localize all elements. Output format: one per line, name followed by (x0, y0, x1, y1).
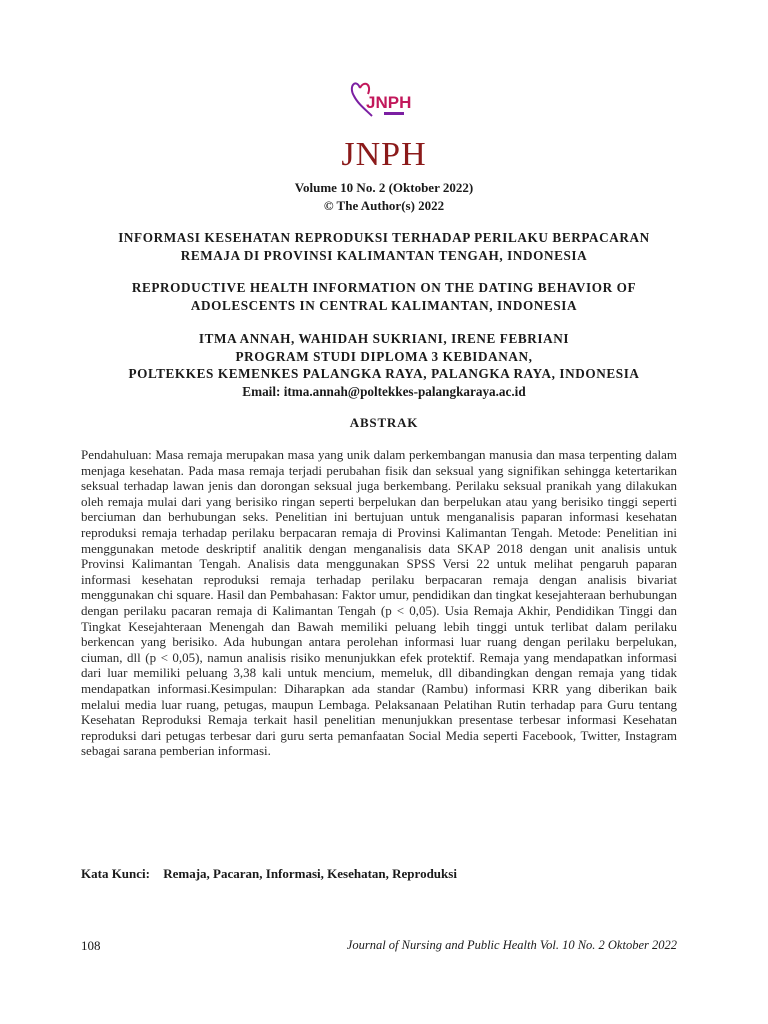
volume-info: Volume 10 No. 2 (Oktober 2022) (294, 180, 474, 195)
journal-title: JNPH (341, 136, 427, 173)
author-program: PROGRAM STUDI DIPLOMA 3 KEBIDANAN, (235, 348, 533, 364)
indonesian-title-line2: REMAJA DI PROVINSI KALIMANTAN TENGAH, INDONESIA (180, 248, 588, 263)
keywords-values: Remaja, Pacaran, Informasi, Kesehatan, Reproduksi (163, 866, 457, 881)
indonesian-title (80, 229, 688, 265)
abstract-heading: ABSTRAK (349, 415, 419, 430)
author-block (80, 330, 688, 400)
indonesian-title-line1: INFORMASI KESEHATAN REPRODUKSI TERHADAP PERILAKU BERPACARAN (118, 230, 650, 245)
copyright-info: © The Author(s) 2022 (323, 198, 445, 213)
keywords-label: Kata Kunci: (81, 866, 150, 881)
footer-journal-citation: Journal of Nursing and Public Health Vol. 10 No. 2 Oktober 2022 (346, 938, 677, 952)
english-title (80, 279, 688, 315)
english-title-line2: ADOLESCENTS IN CENTRAL KALIMANTAN, INDONESIA (190, 298, 578, 313)
keywords (81, 866, 457, 882)
jnph-logo-icon (346, 74, 424, 126)
author-email: Email: itma.annah@poltekkes-palangkaraya.ac.id (242, 383, 526, 399)
logo-text: JNPH (366, 93, 412, 112)
author-institution: POLTEKKES KEMENKES PALANGKA RAYA, PALANGKA RAYA, INDONESIA (128, 366, 640, 381)
author-names: ITMA ANNAH, WAHIDAH SUKRIANI, IRENE FEBRIANI (198, 331, 570, 346)
journal-logo (346, 74, 424, 126)
english-title-line1: REPRODUCTIVE HEALTH INFORMATION ON THE DATING BEHAVIOR OF (131, 280, 637, 295)
abstract-body: Pendahuluan: Masa remaja merupakan masa yang unik dalam perkembangan manusia dan masa terpenting dalam menjaga kesehatan. Pada masa remaja terjadi perubahan fisik dan seksual yang signifikan sehingga ketertarikan seksual terhadap lawan jenis dan dorongan seksual juga berkembang. Perilaku seksual pranikah yang dilakukan oleh remaja mulai dari yang berisiko ringan seperti berpelukan dan berpelukan atau yang berisiko tinggi seperti berciuman dan berhubungan seks. Penelitian ini bertujuan untuk menganalisis paparan informasi kesehatan reproduksi remaja terhadap perilaku berpacaran remaja di Provinsi Kalimantan Tengah. Metode: Penelitian ini menggunakan metode deskriptif analitik dengan menganalisis data SKAP 2018 dengan unit analisis untuk Provinsi Kalimantan Tengah. Analisis data menggunakan SPSS Versi 22 untuk melihat pengaruh paparan informasi kesehatan reproduksi remaja terhadap perilaku berpacaran remaja dengan analisis bivariat menggunakan chi square. Hasil dan Pembahasan: Faktor umur, pendidikan dan tingkat kesejahteraan berhubungan dengan perilaku pacaran remaja di Kalimantan Tengah (p < 0,05). Usia Remaja Akhir, Pendidikan Tinggi dan Tingkat Kesejahteraan Menengah dan Bawah memiliki peluang lebih tinggi untuk terlibat dalam perilaku berkencan yang berisiko. Ada hubungan antara perolehan informasi luar ruang dengan perilaku berpelukan, ciuman, dll (p < 0,05), namun analisis risiko menunjukkan efek protektif. Remaja yang mendapatkan informasi dari luar memiliki peluang 3,38 kali untuk mencium, memeluk, dll dibandingkan dengan remaja yang tidak mendapatkan informasi.Kesimpulan: Diharapkan ada standar (Rambu) informasi KRR yang diberikan baik melalui media luar ruang, petugas, maupun Lembaga. Pelaksanaan Pelatihan Rutin terhadap para Guru tentang Kesehatan Reproduksi Remaja terkait hasil penelitian menunjukkan presentase terbesar informasi Kesehatan reproduksi dari petugas terbesar dari guru serta pemanfaatan Social Media seperti Facebook, Twitter, Instagram sebagai sarana pemberian informasi. (81, 447, 677, 759)
page-number: 108 (81, 938, 101, 953)
